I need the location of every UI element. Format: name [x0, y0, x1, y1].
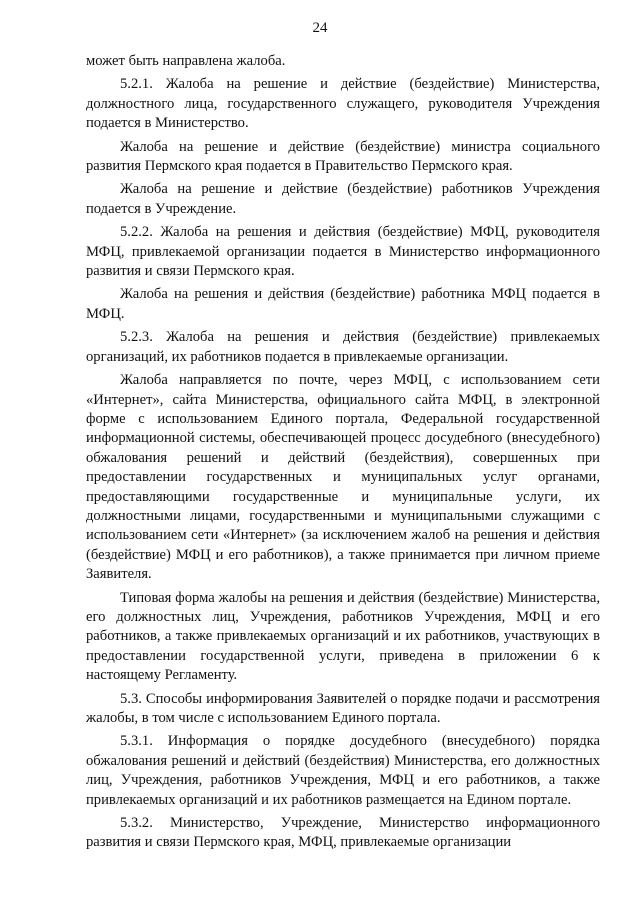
paragraph-5-3-2: 5.3.2. Министерство, Учреждение, Министерство информационного развития и связи Пермского края, МФЦ, привлекаемые организации [86, 815, 600, 851]
paragraph-standard-form: Типовая форма жалобы на решения и действия (бездействие) Министерства, его должностных лиц, Учреждения, работников Учреждения, МФЦ и его работников, а также привлекаемых организаций и их работников, участвующих в предоставлении государственной услуги, приведена в приложении 6 к настоящему Регламенту. [86, 589, 600, 684]
paragraph-mfc-worker-complaint: Жалоба на решения и действия (бездействие) работника МФЦ подается в МФЦ. [86, 286, 600, 322]
paragraph-institution-complaint: Жалоба на решение и действие (бездействие) работников Учреждения подается в Учреждение. [86, 181, 600, 217]
paragraph-5-2-1: 5.2.1. Жалоба на решение и действие (бездействие) Министерства, должностного лица, государственного служащего, руководителя Учреждения подается в Министерство. [86, 76, 600, 132]
paragraph-5-2-3: 5.2.3. Жалоба на решения и действия (бездействие) привлекаемых организаций, их работников подается в привлекаемые организации. [86, 329, 600, 365]
paragraph-continuation: может быть направлена жалоба. [86, 53, 286, 69]
paragraph-5-2-2: 5.2.2. Жалоба на решения и действия (бездействие) МФЦ, руководителя МФЦ, привлекаемой организации подается в Министерство информационного развития и связи Пермского края. [86, 224, 600, 280]
paragraph-5-3-1: 5.3.1. Информация о порядке досудебного (внесудебного) порядка обжалования решений и действий (бездействия) Министерства, его должностных лиц, Учреждения, работников Учреждения, МФЦ и его работников, а также привлекаемых организаций и их работников размещается на Едином портале. [86, 733, 600, 808]
page-number: 24 [312, 20, 328, 36]
document-body [86, 52, 600, 857]
paragraph-5-3: 5.3. Способы информирования Заявителей о порядке подачи и рассмотрения жалобы, в том числе с использованием Единого портала. [86, 690, 600, 726]
paragraph-submission-methods: Жалоба направляется по почте, через МФЦ, с использованием сети «Интернет», сайта Министерства, официального сайта МФЦ, в электронной форме с использованием Единого портала, Федеральной государственной информационной системы, обеспечивающей процесс досудебного (внесудебного) обжалования решений и действий (бездействия), совершенных при предоставлении государственных и муниципальных услуг органами, предоставляющими государственные и муниципальные услуги, их должностными лицами, государственными и муниципальными служащими с использованием сети «Интернет» (за исключением жалоб на решения и действия (бездействие) МФЦ и его работников), а также принимается при личном приеме Заявителя. [86, 372, 600, 583]
paragraph-minister-complaint: Жалоба на решение и действие (бездействие) министра социального развития Пермского края подается в Правительство Пермского края. [86, 138, 600, 175]
